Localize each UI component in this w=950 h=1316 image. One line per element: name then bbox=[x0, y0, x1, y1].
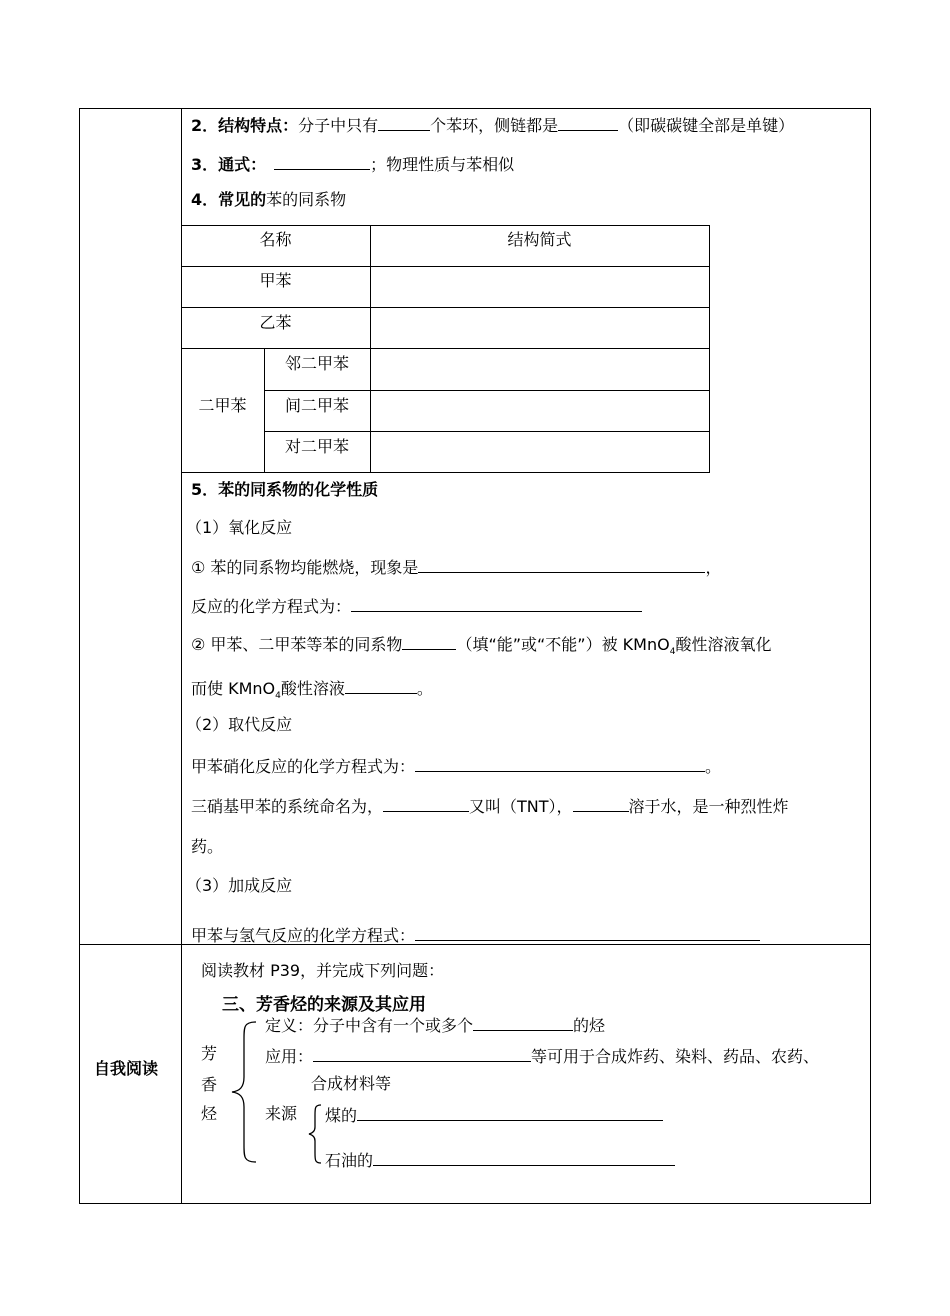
row-toluene: 甲苯 bbox=[259, 271, 292, 290]
definition-text: 定义：分子中含有一个或多个 bbox=[265, 1016, 474, 1035]
aromatic-char-2: 香 bbox=[201, 1075, 218, 1094]
addition-title: （3）加成反应 bbox=[186, 876, 293, 895]
brace-main-icon bbox=[228, 1019, 268, 1165]
blank-combustion-equation[interactable] bbox=[351, 597, 642, 612]
hydrogenation-line bbox=[191, 926, 760, 944]
nitration-line bbox=[191, 757, 721, 775]
formula-line bbox=[191, 155, 514, 173]
kmno4-subscript-2: 4 bbox=[275, 691, 281, 702]
oil-line bbox=[325, 1151, 675, 1169]
formula-text: ；物理性质与苯相似 bbox=[370, 155, 515, 174]
self-reading-text: 自我阅读 bbox=[94, 1059, 159, 1078]
kmno4-line-2 bbox=[191, 679, 433, 701]
kmno4-text-5: 酸性溶液 bbox=[280, 679, 345, 698]
blank-hydrogenation-equation[interactable] bbox=[415, 926, 760, 941]
frame-bottom bbox=[79, 1203, 871, 1204]
coal-text: 煤的 bbox=[325, 1106, 358, 1125]
hydrogenation-text: 甲苯与氢气反应的化学方程式： bbox=[191, 926, 416, 945]
nitration-period: 。 bbox=[705, 757, 722, 776]
header-name: 名称 bbox=[259, 230, 292, 249]
oil-text: 石油的 bbox=[325, 1151, 374, 1170]
blank-nitration-equation[interactable] bbox=[415, 757, 705, 772]
oxidation-title: （1）氧化反应 bbox=[186, 518, 293, 537]
substitution-title: （2）取代反应 bbox=[186, 715, 293, 734]
self-reading-label bbox=[94, 1061, 158, 1077]
structure-text-1: 分子中只有 bbox=[298, 116, 379, 135]
combustion-text: ① 苯的同系物均能燃烧，现象是 bbox=[191, 558, 419, 577]
blank-side-chain[interactable] bbox=[558, 116, 618, 131]
chem-props-label: 5．苯的同系物的化学性质 bbox=[191, 480, 379, 499]
blank-can-or-not[interactable] bbox=[402, 635, 456, 650]
equation-text: 反应的化学方程式为： bbox=[191, 597, 352, 616]
frame-top bbox=[79, 108, 871, 109]
kmno4-line bbox=[191, 635, 771, 657]
row-o-xylene: 邻二甲苯 bbox=[284, 354, 349, 373]
chem-props-heading bbox=[191, 482, 378, 498]
kmno4-text-3: 酸性溶液氧化 bbox=[675, 635, 772, 654]
combustion-line bbox=[191, 558, 721, 576]
kmno4-period: 。 bbox=[416, 679, 433, 698]
structure-line bbox=[191, 116, 794, 134]
source-label: 来源 bbox=[265, 1104, 298, 1123]
blank-combustion-phenomenon[interactable] bbox=[418, 558, 705, 573]
formula-label: 3．通式： bbox=[191, 155, 267, 174]
blank-color-change[interactable] bbox=[345, 679, 417, 694]
tnt-text-3: 溶于水，是一种烈性炸 bbox=[628, 797, 789, 816]
blank-coal[interactable] bbox=[357, 1106, 663, 1121]
combustion-comma: ， bbox=[705, 558, 722, 577]
tnt-text-1: 三硝基甲苯的系统命名为， bbox=[191, 797, 384, 816]
nitration-text: 甲苯硝化反应的化学方程式为： bbox=[191, 757, 416, 776]
blank-application[interactable] bbox=[313, 1047, 531, 1062]
homologs-label: 4．常见的 bbox=[191, 190, 267, 209]
tnt-text-2: 又叫（TNT）， bbox=[469, 797, 573, 816]
definition-line bbox=[265, 1016, 605, 1034]
blank-oil[interactable] bbox=[373, 1151, 675, 1166]
row-m-xylene: 间二甲苯 bbox=[284, 396, 349, 415]
coal-line bbox=[325, 1106, 663, 1124]
blank-ring-count[interactable] bbox=[378, 116, 430, 131]
application-text: 等可用于合成炸药、染料、药品、农药、 bbox=[531, 1047, 820, 1066]
aromatic-char-3: 烃 bbox=[201, 1104, 218, 1123]
brace-source-icon bbox=[305, 1103, 325, 1165]
tnt-line-2: 药。 bbox=[191, 837, 224, 856]
structure-text-3: （即碳碳键全部是单键） bbox=[618, 116, 795, 135]
row-p-xylene: 对二甲苯 bbox=[284, 437, 349, 456]
kmno4-text-2: （填“能”或“不能”）被 KMnO bbox=[456, 635, 670, 654]
application-line-2: 合成材料等 bbox=[311, 1074, 392, 1093]
application-line bbox=[265, 1047, 819, 1065]
structure-label: 2．结构特点： bbox=[191, 116, 299, 135]
homologs-line bbox=[191, 192, 346, 208]
homologs-text: 苯的同系物 bbox=[266, 190, 347, 209]
reading-heading bbox=[222, 997, 426, 1014]
aromatic-char-1: 芳 bbox=[201, 1044, 218, 1063]
equation-line bbox=[191, 597, 642, 615]
kmno4-subscript: 4 bbox=[669, 647, 676, 658]
kmno4-text-4: 而使 KMnO bbox=[191, 679, 276, 698]
tnt-line bbox=[191, 797, 789, 815]
definition-suffix: 的烃 bbox=[573, 1016, 606, 1035]
blank-general-formula[interactable] bbox=[274, 155, 370, 170]
kmno4-text-1: ② 甲苯、二甲苯等苯的同系物 bbox=[191, 635, 403, 654]
blank-definition[interactable] bbox=[473, 1016, 573, 1031]
reading-intro: 阅读教材 P39，并完成下列问题： bbox=[201, 961, 445, 980]
structure-text-2: 个苯环，侧链都是 bbox=[430, 116, 559, 135]
row-ethylbenzene: 乙苯 bbox=[259, 313, 292, 332]
frame-left bbox=[79, 108, 80, 1204]
row-xylene: 二甲苯 bbox=[198, 396, 247, 415]
reading-heading-text: 三、芳香烃的来源及其应用 bbox=[222, 995, 426, 1015]
frame-right bbox=[870, 108, 871, 1204]
blank-tnt-name[interactable] bbox=[383, 797, 469, 812]
blank-solubility[interactable] bbox=[573, 797, 629, 812]
application-label: 应用： bbox=[265, 1047, 314, 1066]
header-structure: 结构简式 bbox=[507, 230, 572, 249]
